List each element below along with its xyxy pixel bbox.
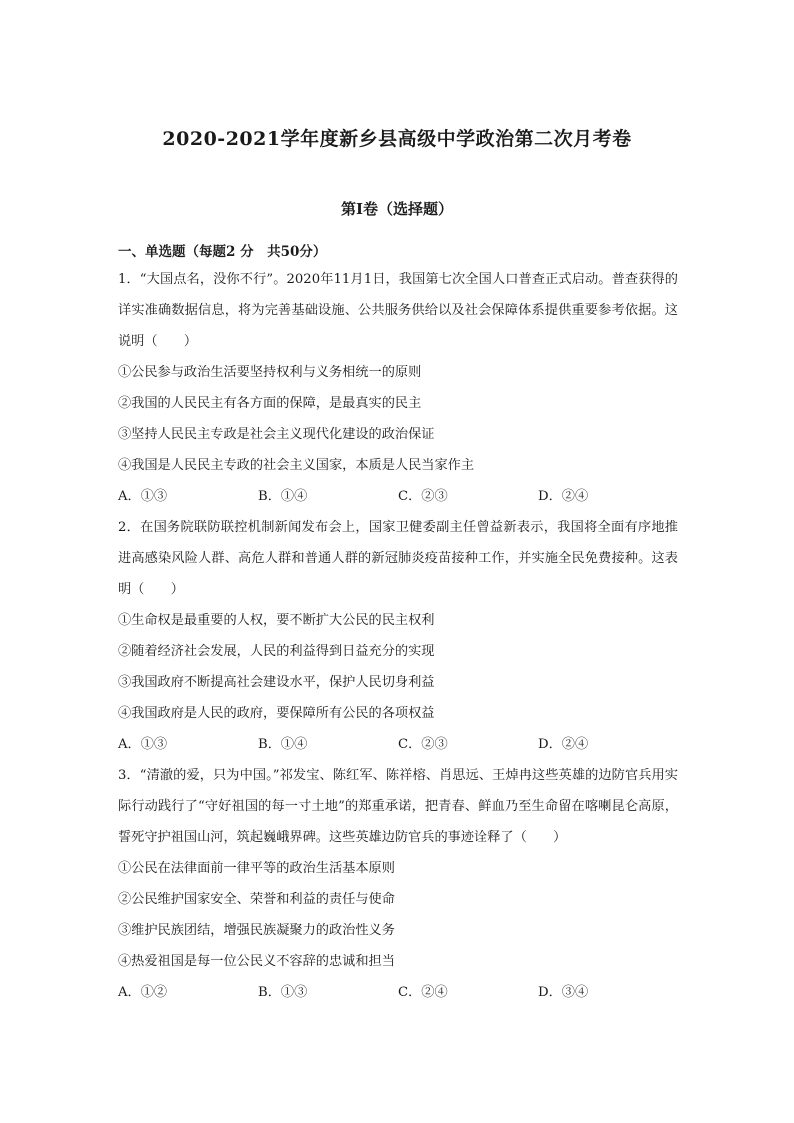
statement-option: ②我国的人民民主有各方面的保障，是最真实的民主	[118, 396, 422, 411]
choice-c: C．②④	[398, 985, 448, 1000]
question-stem: 1．“大国点名，没你不行”。2020年11月1日，我国第七次全国人口普查正式启动。普查获得的详实准确数据信息，将为完善基础设施、公共服务供给以及社会保障体系提供重要参考依据。这说明（ ）	[118, 272, 678, 349]
choice-b: B．①④	[258, 737, 308, 752]
question-2	[118, 512, 678, 760]
section-heading: 一、单选题（每题2 分 共50分）	[118, 244, 327, 260]
question-stem: 3．“清澈的爱，只为中国。”祁发宝、陈红军、陈祥榕、肖思远、王焯冉这些英雄的边防官兵用实际行动践行了“守好祖国的每一寸土地”的郑重承诺，把青春、鲜血乃至生命留在喀喇昆仑高原，誓死守护祖国山河，筑起巍峨界碑。这些英雄边防官兵的事迹诠释了（ ）	[118, 768, 678, 845]
choice-d: D．②④	[538, 489, 589, 504]
choice-a: A．①③	[118, 489, 168, 504]
question-3	[118, 760, 678, 1008]
choice-c: C．②③	[398, 489, 448, 504]
choice-c: C．②③	[398, 737, 448, 752]
statement-option: ③坚持人民民主专政是社会主义现代化建设的政治保证	[118, 427, 435, 442]
choice-a: A．①③	[118, 737, 168, 752]
question-stem: 2．在国务院联防联控机制新闻发布会上，国家卫健委副主任曾益新表示，我国将全面有序地推进高感染风险人群、高危人群和普通人群的新冠肺炎疫苗接种工作，并实施全民免费接种。这表明（ ）	[118, 520, 678, 597]
choice-d: D．②④	[538, 737, 589, 752]
choice-b: B．①③	[258, 985, 308, 1000]
answer-choices	[118, 977, 678, 1008]
statement-option: ③我国政府不断提高社会建设水平，保护人民切身利益	[118, 675, 435, 690]
choice-d: D．③④	[538, 985, 589, 1000]
statement-option: ②随着经济社会发展，人民的利益得到日益充分的实现	[118, 644, 435, 659]
question-1	[118, 264, 678, 512]
statement-option: ①公民参与政治生活要坚持权利与义务相统一的原则	[118, 365, 422, 380]
statement-option: ①公民在法律面前一律平等的政治生活基本原则	[118, 861, 395, 876]
answer-choices	[118, 481, 678, 512]
exam-content	[118, 240, 678, 1008]
statement-option: ③维护民族团结，增强民族凝聚力的政治性义务	[118, 923, 395, 938]
exam-title: 2020-2021学年度新乡县高级中学政治第二次月考卷	[162, 128, 632, 150]
statement-option: ④我国是人民民主专政的社会主义国家，本质是人民当家作主	[118, 458, 475, 473]
part-title: 第I卷（选择题）	[340, 200, 454, 218]
statement-option: ④我国政府是人民的政府，要保障所有公民的各项权益	[118, 706, 435, 721]
choice-a: A．①②	[118, 985, 168, 1000]
statement-option: ①生命权是最重要的人权，要不断扩大公民的民主权利	[118, 613, 435, 628]
choice-b: B．①④	[258, 489, 308, 504]
answer-choices	[118, 729, 678, 760]
statement-option: ②公民维护国家安全、荣誉和利益的责任与使命	[118, 892, 395, 907]
statement-option: ④热爱祖国是每一位公民义不容辞的忠诚和担当	[118, 954, 395, 969]
